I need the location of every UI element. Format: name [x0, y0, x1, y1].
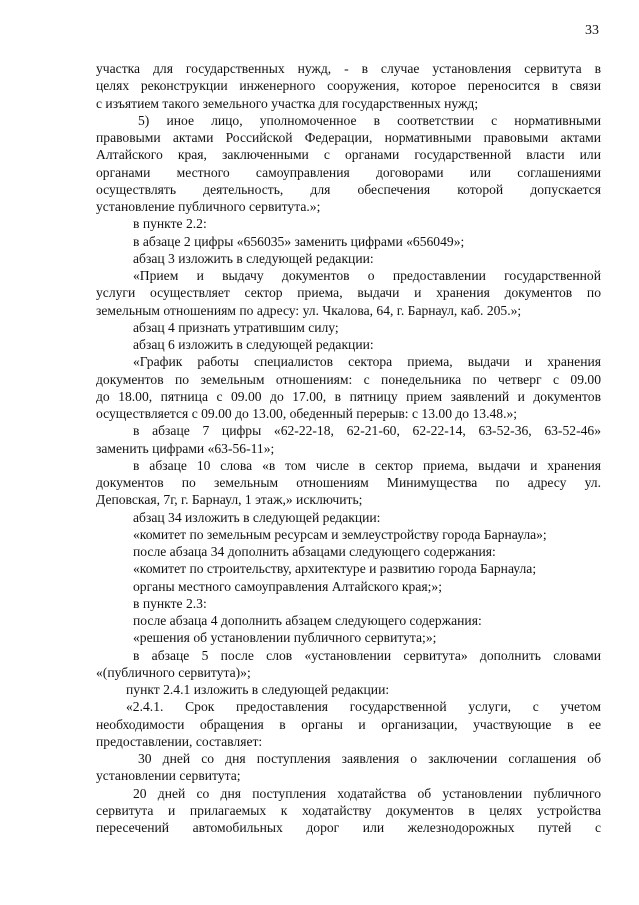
text-line: пункт 2.4.1 изложить в следующей редакции:	[126, 682, 390, 697]
text-line: сервитута и прилагаемых к ходатайству документов в целях устройства	[96, 802, 601, 818]
text-line: «График работы специалистов сектора приема, выдачи и хранения	[133, 354, 601, 370]
text-line: осуществляется с 09.00 до 13.00, обеденный перерыв: с 13.00 до 13.48.»;	[96, 406, 518, 421]
text-line: в абзаце 10 слова «в том числе в сектор приема, выдачи и хранения	[133, 457, 601, 473]
text-line: в абзаце 5 после слов «установлении сервитута» дополнить словами	[133, 647, 601, 663]
text-line: 30 дней со дня поступления заявления о заключении соглашения об	[138, 751, 601, 766]
text-line: пересечений автомобильных дорог или железнодорожных путей с	[96, 820, 601, 835]
text-line: «комитет по земельным ресурсам и землеустройству города Барнаула»;	[133, 526, 547, 542]
text-line: после абзаца 4 дополнить абзацем следующего содержания:	[133, 613, 482, 628]
text-line: документов по земельным отношениям Минимущества по адресу ул.	[96, 475, 601, 490]
text-line: абзац 6 изложить в следующей редакции:	[133, 337, 374, 352]
text-line: Алтайского края, заключенными с органами государственной власти или	[96, 147, 601, 163]
text-line: «Прием и выдачу документов о предоставлении государственной	[133, 268, 601, 283]
text-line: в пункте 2.3:	[133, 595, 207, 611]
text-line: «решения об установлении публичного сервитута;»;	[133, 630, 437, 646]
text-line: «комитет по строительству, архитектуре и развитию города Барнаула;	[133, 561, 537, 577]
text-line: 5) иное лицо, уполномоченное в соответствии с нормативными	[138, 112, 601, 128]
text-line: земельным отношениям по адресу: ул. Чкалова, 64, г. Барнаул, каб. 205.»;	[96, 302, 522, 318]
text-line: участка для государственных нужд, - в случае установления сервитута в	[96, 61, 601, 76]
document-body	[96, 60, 601, 836]
text-line: до 18.00, пятница с 09.00 до 17.00, в пятницу прием заявлений и документов	[96, 388, 601, 404]
text-line: органы местного самоуправления Алтайского края;»;	[133, 578, 442, 594]
text-line: «(публичного сервитута)»;	[96, 664, 251, 680]
text-line: 20 дней со дня поступления ходатайства об установлении публичного	[133, 785, 601, 801]
text-line: услуги осуществляет сектор приема, выдачи и хранения документов по	[96, 285, 601, 301]
text-line: предоставлении, составляет:	[96, 733, 263, 749]
text-line: «2.4.1. Срок предоставления государственной услуги, с учетом	[126, 699, 601, 715]
text-line: осуществлять деятельность, для обеспечения которой допускается	[96, 181, 601, 197]
text-line: установление публичного сервитута.»;	[96, 199, 321, 214]
text-line: абзац 3 изложить в следующей редакции:	[133, 250, 374, 266]
text-line: заменить цифрами «63-56-11»;	[96, 440, 275, 456]
text-line: Деповская, 7г, г. Барнаул, 1 этаж,» исключить;	[96, 492, 363, 508]
text-line: установлении сервитута;	[96, 768, 241, 784]
text-line: органами местного самоуправления договорами или соглашениями	[96, 164, 601, 180]
text-line: правовыми актами Российской Федерации, нормативными правовыми актами	[96, 130, 601, 145]
text-line: необходимости обращения в органы и организации, участвующие в ее	[96, 716, 601, 732]
page-number: 33	[585, 23, 599, 38]
text-line: с изъятием такого земельного участка для государственных нужд;	[96, 95, 479, 111]
text-line: абзац 4 признать утратившим силу;	[133, 319, 339, 335]
text-line: документов по земельным отношениям: с понедельника по четверг с 09.00	[96, 371, 601, 387]
text-line: целях реконструкции инженерного сооружения, которое переносится в связи	[96, 78, 601, 94]
text-line: в абзаце 7 цифры «62-22-18, 62-21-60, 62-22-14, 63-52-36, 63-52-46»	[133, 423, 601, 439]
text-line: в абзаце 2 цифры «656035» заменить цифрами «656049»;	[133, 233, 465, 249]
text-line: абзац 34 изложить в следующей редакции:	[133, 509, 381, 525]
text-line: после абзаца 34 дополнить абзацами следующего содержания:	[133, 544, 496, 559]
text-line: в пункте 2.2:	[133, 216, 207, 232]
